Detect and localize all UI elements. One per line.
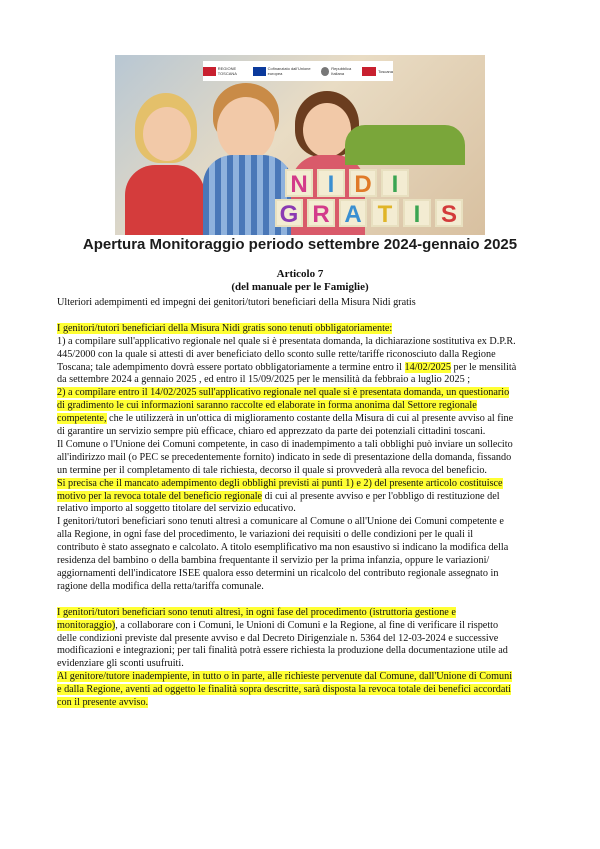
block-i2: I xyxy=(381,169,409,197)
child-left-shirt xyxy=(125,165,205,235)
green-toy xyxy=(345,125,465,165)
deadline-highlight: 14/02/2025 xyxy=(404,361,451,373)
paragraph-obligation-2: 2) a compilare entro il 14/02/2025 sull'applicativo regionale nel quale si è presentata domanda, un questionario di gradimento le cui informazioni saranno raccolte ed elaborate in forma anonima dal Settore regionale competente, che le utilizzerà in un'ottica di miglioramento costante della Misura di cui al presente avviso al fine di garantire un servizio sempre più efficace, chiaro ed apprezzato da parte dei potenziali cittadini toscani. xyxy=(57,387,514,438)
block-a: A xyxy=(339,199,367,227)
page-title: Apertura Monitoraggio periodo settembre 2024-gennaio 2025 xyxy=(82,236,518,253)
logo-eu: Cofinanziato dall'Unione europea xyxy=(253,66,321,76)
article-subheading: (del manuale per le Famiglie) xyxy=(231,281,369,293)
block-n: N xyxy=(285,169,313,197)
highlight: 2) a compilare entro il 14/02/2025 sull'applicativo regionale nel quale si è presentata domanda, un questionario di gradimento le cui informazioni saranno raccolte ed elaborate in forma anonima dal Settore regionale competente, xyxy=(57,387,510,425)
block-i3: I xyxy=(403,199,431,227)
highlight: Si precisa che il mancato adempimento degli obblighi previsti ai punti 1) e 2) del presente articolo costituisce motivo per la revoca totale del beneficio regionale xyxy=(57,477,503,502)
highlight: Al genitore/tutore inadempiente, in tutto o in parte, alle richieste pervenute dal Comune, dall'Unione di Comuni e dalla Regione, aventi ad oggetto le finalità sopra descritte, sarà disposta la revoca totale dei benefici accordati con il presente avviso. xyxy=(57,671,513,709)
block-i: I xyxy=(317,169,345,197)
block-r: R xyxy=(307,199,335,227)
logo-toscana: Toscana xyxy=(362,67,393,76)
article-body xyxy=(57,297,517,710)
paragraph-obligations-intro xyxy=(57,323,517,336)
logo-regione: REGIONE TOSCANA xyxy=(203,66,253,76)
paragraph-variations: I genitori/tutori beneficiari sono tenuti altresì a comunicare al Comune o all'Unione dei Comuni competente e alla Regione, in ogni fase del procedimento, le variazioni dei requisiti o delle condizioni per le quali il contributo è stato assegnato e calcolato. A titolo esemplificativo ma non esaustivo si indicano la modifica della residenza del bambino o della bambina frequentante il servizio per la prima infanzia, oppure le variazioni/ aggiornamenti dell'indicatore ISEE qualora esso determini un ricalcolo del contributo regionale assegnato in ragione della modifica della retta/tariffa comunale. xyxy=(57,516,509,592)
paragraph-defaulting xyxy=(57,671,517,710)
block-t: T xyxy=(371,199,399,227)
paragraph-collaboration: I genitori/tutori beneficiari sono tenuti altresì, in ogni fase del procedimento (istruttoria gestione e monitoraggio), a collaborare con i Comuni, le Unioni di Comuni e la Regione, al fine di verificare il rispetto delle condizioni previste dal presente avviso e dal Decreto Dirigenziale n. 5364 del 12-03-2024 e successive modificazioni e integrazioni; per tali finalità potrà essere richiesta la produzione della documentazione utile ad evidenziare gli sconti usufruiti. xyxy=(57,606,508,670)
highlight: I genitori/tutori beneficiari sono tenuti altresì, in ogni fase del procedimento (istruttoria gestione e monitoraggio) xyxy=(57,606,456,631)
paragraph-obligation-1: 1) a compilare sull'applicativo regionale nel quale si è presentata domanda, la dichiarazione sostitutiva ex D.P.R. 445/2000 con la quale si attesti di aver beneficiato dello sconto sulle rette/tariffe riconosciuto dalla Regione Toscana; tale adempimento dovrà essere portato obbligatoriamente a termine entro il 14/02/2025 per le mensilità da settembre 2024 a gennaio 2025 , ed entro il 15/09/2025 per le mensilità da febbraio a luglio 2025 ; xyxy=(57,335,517,386)
letter-blocks xyxy=(275,165,480,231)
block-s: S xyxy=(435,199,463,227)
logo-strip xyxy=(203,61,393,81)
child-left-face xyxy=(143,107,191,161)
article-lead: Ulteriori adempimenti ed impegni dei genitori/tutori beneficiari della Misura Nidi gratis xyxy=(57,297,416,308)
highlight: I genitori/tutori beneficiari della Misura Nidi gratis sono tenuti obbligatoriamente: xyxy=(57,322,393,334)
block-d: D xyxy=(349,169,377,197)
child-center-face xyxy=(217,97,275,161)
child-right-face xyxy=(303,103,351,157)
block-g: G xyxy=(275,199,303,227)
article-heading: Articolo 7 xyxy=(276,268,324,280)
logo-repubblica: Repubblica Italiana xyxy=(321,66,362,76)
paragraph-reminder: Il Comune o l'Unione dei Comuni competente, in caso di inadempimento a tali obblighi può inviare un sollecito all'indirizzo mail (o PEC se precedentemente fornito) indicato in sede di presentazione della domanda, fissando un termine per il completamento di tale richiesta, decorso il quale si provvederà alla revoca del beneficio. xyxy=(57,438,513,476)
paragraph-revocation: Si precisa che il mancato adempimento degli obblighi previsti ai punti 1) e 2) del presente articolo costituisce motivo per la revoca totale del beneficio regionale di cui al presente avviso e per l'obbligo di restituzione del relativo importo al soggetto titolare del servizio educativo. xyxy=(57,477,503,515)
nidi-gratis-banner xyxy=(115,55,485,235)
